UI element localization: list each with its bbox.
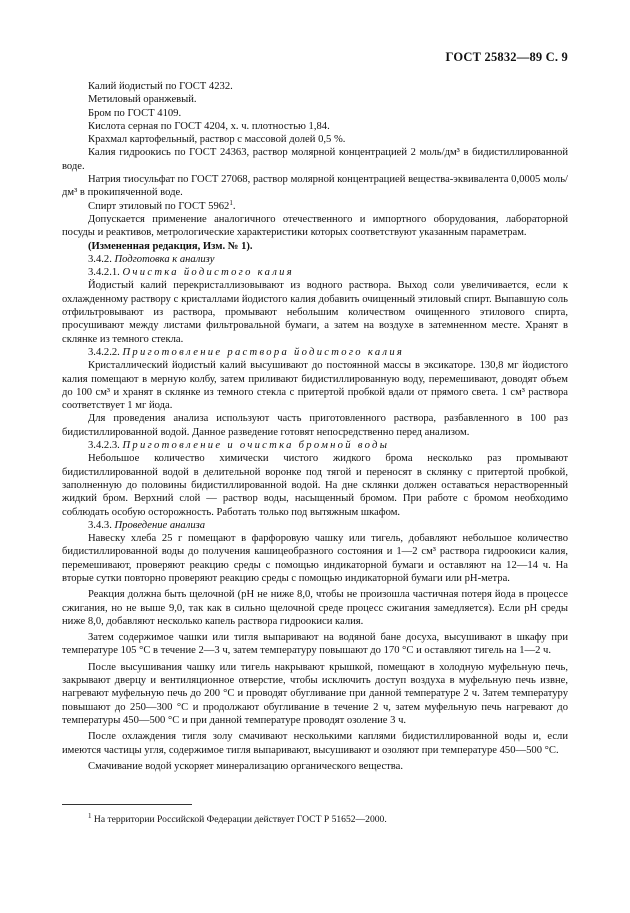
section-3-4-2-1-text: Йодистый калий перекристаллизовывают из водного раствора. Выход соли увеличивается, если к охлажденному раствору с кристаллами йодистого калия добавить очищенный этиловый спирт. Выпавшую соль отфильтровывают из раствора, промывают небольшим количеством очищенного этилового спирта, просушивают между листами фильтровальной бумаги, а затем на воздухе в затемненном месте. Хранят в склянке из темного стекла. xyxy=(62,280,568,345)
reagent-line-spirit xyxy=(62,200,568,213)
footnote xyxy=(62,814,568,826)
section-3-4-2-heading xyxy=(62,253,568,266)
analysis-paragraph: Смачивание водой ускоряет минерализацию органического вещества. xyxy=(88,760,404,772)
allowed-paragraph: Допускается применение аналогичного отечественного и импортного оборудования, лабораторной посуды и реактивов, метрологические характеристики которых соответствуют указанным параметрам. xyxy=(62,213,568,239)
reagent-line: Натрия тиосульфат по ГОСТ 27068, раствор молярной концентрацией вещества-эквивалента 0,0005 моль/дм³ в прокипяченной воде. xyxy=(62,174,568,199)
analysis-paragraph: Навеску хлеба 25 г помещают в фарфоровую чашку или тигель, добавляют небольшое количество бидистиллированной воды до получения кашицеобразного состояния и 1—2 см³ раствора гидроокиси калия, перемешивают, проверяют реакцию среды с помощью индикаторной бумаги и оставляют на 12—14 ч. На вторые сутки повторно проверяют реакцию среды с помощью индикаторной бумаги или рН-метра. xyxy=(62,533,568,584)
analysis-paragraph: После высушивания чашку или тигель накрывают крышкой, помещают в холодную муфельную печь, закрывают дверцу и вентиляционное отверстие, чтобы исключить доступ воздуха в муфельную печь извне, нагревают муфельную печь до 200 °С и проводят обугливание при данной температуре 2 ч. Затем температуру повышают до 250—300 °С и продолжают обугливание в течение 2 ч, затем муфельную печь нагревают до температуры 450—500 °С и при данной температуре проводят озоление 3 ч. xyxy=(62,661,568,726)
spirit-end: . xyxy=(232,200,236,212)
section-3-4-2-1-heading xyxy=(62,266,568,279)
section-number: 3.4.2.1. xyxy=(88,267,120,279)
section-3-4-2-2-text: Кристаллический йодистый калий высушивают до постоянной массы в эксикаторе. 130,8 мг йодистого калия помещают в мерную колбу, затем приливают бидистиллированную воду, перемешивают, доводят объем до 100 см³ и хранят в склянке из темного стекла с притертой пробкой вдали от прямого света. 1 см³ раствора соответствует 1 мг йода. xyxy=(62,360,568,412)
section-3-4-2-2-text2: Для проведения анализа используют часть приготовленного раствора, разбавленного в 100 раз бидистиллированной водой. Данное разведение готовят непосредственно перед анализом. xyxy=(62,413,568,438)
analysis-paragraph: Затем содержимое чашки или тигля выпаривают на водяной бане досуха, высушивают в шкафу при температуре 105 °С в течение 2—3 ч, затем температуру повышают до 170 °С и оставляют тигель на 1—2 ч. xyxy=(62,632,568,657)
page-header: ГОСТ 25832—89 С. 9 xyxy=(445,50,568,64)
section-3-4-2-3-heading xyxy=(62,439,568,452)
footnote-marker: 1 xyxy=(88,812,92,820)
section-number: 3.4.2.3. xyxy=(88,440,120,452)
reagent-line: Метиловый оранжевый. xyxy=(88,94,197,106)
section-3-4-2-3-text: Небольшое количество химически чистого жидкого брома несколько раз промывают бидистиллированной водой в делительной воронке под тягой и переносят в склянку с притертой пробкой, заполненную до половины бидистиллированной водой. На дне склянки должен оставаться нерастворенный жидкий бром. Верхний слой — раствор воды, насыщенный бромом. При работе с бромом необходимо соблюдать особую осторожность. Работать только под вытяжным шкафом. xyxy=(62,453,568,518)
section-3-4-2-2-heading xyxy=(62,346,568,359)
section-title: Подготовка к анализу xyxy=(114,253,215,265)
reagent-line: Кислота серная по ГОСТ 4204, х. ч. плотностью 1,84. xyxy=(88,120,330,132)
reagent-line: Крахмал картофельный, раствор с массовой долей 0,5 %. xyxy=(88,134,346,146)
footnote-divider xyxy=(62,804,192,805)
section-3-4-3-heading xyxy=(62,519,568,532)
footnote-ref: 1 xyxy=(229,198,233,207)
document-body xyxy=(62,80,568,773)
section-number: 3.4.2. xyxy=(88,253,112,265)
section-title: Приготовление раствора йодистого калия xyxy=(122,346,405,358)
amendment-note: (Измененная редакция, Изм. № 1). xyxy=(88,240,253,252)
section-title: Приготовление и очистка бромной воды xyxy=(122,440,390,452)
footnote-text: На территории Российской Федерации действует ГОСТ Р 51652—2000. xyxy=(91,814,387,825)
analysis-paragraph: Реакция должна быть щелочной (рН не ниже 8,0, чтобы не произошла частичная потеря йода в процессе сжигания, но не выше 9,0, так как в сильно щелочной среде процесс сжигания замедляется). Если рН среды ниже 8,0, добавляют несколько капель раствора гидроокиси калия. xyxy=(62,589,568,627)
spirit-text: Спирт этиловый по ГОСТ 5962 xyxy=(88,200,230,212)
reagent-line: Калия гидроокись по ГОСТ 24363, раствор молярной концентрацией 2 моль/дм³ в бидистиллированной воде. xyxy=(62,147,568,172)
reagent-line: Бром по ГОСТ 4109. xyxy=(88,107,182,119)
section-number: 3.4.3. xyxy=(88,519,112,531)
section-title: Проведение анализа xyxy=(114,519,206,531)
section-title: Очистка йодистого калия xyxy=(122,267,294,279)
analysis-paragraph: После охлаждения тигля золу смачивают несколькими каплями бидистиллированной воды и, если имеются частицы угля, содержимое тигля выпаривают, высушивают и озоляют при температуре 450—500 °С. xyxy=(62,731,568,756)
section-number: 3.4.2.2. xyxy=(88,346,120,358)
reagent-line: Калий йодистый по ГОСТ 4232. xyxy=(88,81,233,92)
